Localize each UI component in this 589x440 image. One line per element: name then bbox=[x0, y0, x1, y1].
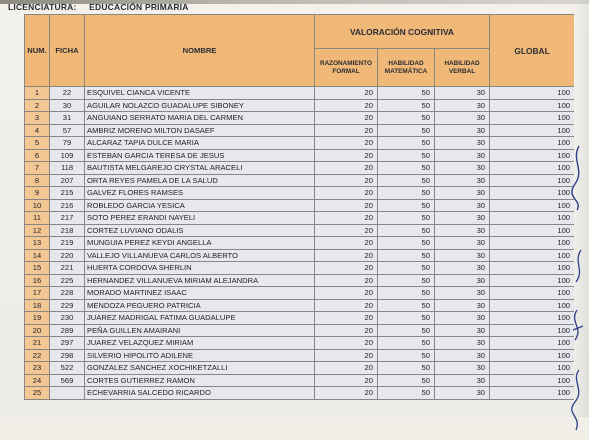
row-verbal: 30 bbox=[435, 362, 490, 375]
table-row bbox=[25, 137, 575, 150]
row-global: 100 bbox=[490, 212, 574, 225]
row-global: 100 bbox=[490, 87, 574, 100]
row-global: 100 bbox=[490, 362, 574, 375]
row-global: 100 bbox=[490, 262, 574, 275]
row-matematica: 50 bbox=[378, 362, 435, 375]
row-ficha: 229 bbox=[50, 299, 85, 312]
row-num: 20 bbox=[25, 324, 50, 337]
row-num: 19 bbox=[25, 312, 50, 325]
row-matematica: 50 bbox=[378, 249, 435, 262]
row-razonamiento: 20 bbox=[315, 87, 378, 100]
row-global: 100 bbox=[490, 287, 574, 300]
table-row bbox=[25, 87, 575, 100]
row-nombre: GALVEZ FLORES RAMSES bbox=[85, 187, 315, 200]
row-num: 4 bbox=[25, 124, 50, 137]
row-razonamiento: 20 bbox=[315, 249, 378, 262]
row-global: 100 bbox=[490, 149, 574, 162]
table-row bbox=[25, 324, 575, 337]
row-ficha: 57 bbox=[50, 124, 85, 137]
page-right-edge-shadow bbox=[575, 0, 589, 417]
row-global: 100 bbox=[490, 237, 574, 250]
table-row bbox=[25, 187, 575, 200]
table-row bbox=[25, 299, 575, 312]
table-row bbox=[25, 212, 575, 225]
row-ficha: 218 bbox=[50, 224, 85, 237]
row-razonamiento: 20 bbox=[315, 174, 378, 187]
row-ficha: 118 bbox=[50, 162, 85, 175]
row-razonamiento: 20 bbox=[315, 262, 378, 275]
row-matematica: 50 bbox=[378, 162, 435, 175]
row-razonamiento: 20 bbox=[315, 212, 378, 225]
row-global: 100 bbox=[490, 337, 574, 350]
row-matematica: 50 bbox=[378, 387, 435, 400]
row-razonamiento: 20 bbox=[315, 124, 378, 137]
row-nombre: ALCARAZ TAPIA DULCE MARIA bbox=[85, 137, 315, 150]
col-header-matematica: HABILIDAD MATEMÁTICA bbox=[378, 49, 435, 87]
row-ficha: 522 bbox=[50, 362, 85, 375]
row-verbal: 30 bbox=[435, 349, 490, 362]
row-verbal: 30 bbox=[435, 299, 490, 312]
row-razonamiento: 20 bbox=[315, 137, 378, 150]
row-matematica: 50 bbox=[378, 337, 435, 350]
row-verbal: 30 bbox=[435, 137, 490, 150]
row-nombre: VALLEJO VILLANUEVA CARLOS ALBERTO bbox=[85, 249, 315, 262]
col-header-verbal: HABILIDAD VERBAL bbox=[435, 49, 490, 87]
row-global: 100 bbox=[490, 274, 574, 287]
row-matematica: 50 bbox=[378, 124, 435, 137]
row-verbal: 30 bbox=[435, 324, 490, 337]
row-global: 100 bbox=[490, 249, 574, 262]
col-header-razonamiento: RAZONAMIENTO FORMAL bbox=[315, 49, 378, 87]
row-num: 9 bbox=[25, 187, 50, 200]
row-num: 1 bbox=[25, 87, 50, 100]
row-global: 100 bbox=[490, 112, 574, 125]
row-nombre: JUAREZ MADRIGAL FATIMA GUADALUPE bbox=[85, 312, 315, 325]
row-verbal: 30 bbox=[435, 99, 490, 112]
row-num: 5 bbox=[25, 137, 50, 150]
row-matematica: 50 bbox=[378, 274, 435, 287]
row-global: 100 bbox=[490, 199, 574, 212]
row-nombre: SILVERIO HIPOLITO ADILENE bbox=[85, 349, 315, 362]
row-verbal: 30 bbox=[435, 187, 490, 200]
row-nombre: CORTES GUTIERREZ RAMON bbox=[85, 374, 315, 387]
row-global: 100 bbox=[490, 324, 574, 337]
table-row bbox=[25, 174, 575, 187]
row-global: 100 bbox=[490, 124, 574, 137]
row-nombre: ROBLEDO GARCIA YESICA bbox=[85, 199, 315, 212]
row-matematica: 50 bbox=[378, 312, 435, 325]
row-matematica: 50 bbox=[378, 87, 435, 100]
results-body bbox=[25, 87, 575, 400]
row-razonamiento: 20 bbox=[315, 287, 378, 300]
table-row bbox=[25, 362, 575, 375]
row-num: 12 bbox=[25, 224, 50, 237]
row-ficha bbox=[50, 387, 85, 400]
row-razonamiento: 20 bbox=[315, 237, 378, 250]
row-global: 100 bbox=[490, 187, 574, 200]
row-ficha: 297 bbox=[50, 337, 85, 350]
row-razonamiento: 20 bbox=[315, 337, 378, 350]
row-razonamiento: 20 bbox=[315, 187, 378, 200]
row-nombre: MUNGUIA PEREZ KEYDI ANGELLA bbox=[85, 237, 315, 250]
table-row bbox=[25, 199, 575, 212]
row-nombre: ECHEVARRIA SALCEDO RICARDO bbox=[85, 387, 315, 400]
row-ficha: 289 bbox=[50, 324, 85, 337]
row-ficha: 225 bbox=[50, 274, 85, 287]
table-row bbox=[25, 124, 575, 137]
row-num: 2 bbox=[25, 99, 50, 112]
row-matematica: 50 bbox=[378, 212, 435, 225]
table-row bbox=[25, 262, 575, 275]
row-razonamiento: 20 bbox=[315, 374, 378, 387]
row-verbal: 30 bbox=[435, 162, 490, 175]
table-row bbox=[25, 349, 575, 362]
row-ficha: 216 bbox=[50, 199, 85, 212]
row-matematica: 50 bbox=[378, 187, 435, 200]
row-nombre: MENDOZA PEGUERO PATRICIA bbox=[85, 299, 315, 312]
row-global: 100 bbox=[490, 137, 574, 150]
row-num: 23 bbox=[25, 362, 50, 375]
row-matematica: 50 bbox=[378, 374, 435, 387]
row-ficha: 31 bbox=[50, 112, 85, 125]
row-global: 100 bbox=[490, 299, 574, 312]
results-table bbox=[24, 14, 574, 400]
row-razonamiento: 20 bbox=[315, 199, 378, 212]
row-nombre: ORTA REYES PAMELA DE LA SALUD bbox=[85, 174, 315, 187]
row-nombre: ESTEBAN GARCIA TERESA DE JESUS bbox=[85, 149, 315, 162]
row-ficha: 221 bbox=[50, 262, 85, 275]
row-nombre: ESQUIVEL CIANCA VICENTE bbox=[85, 87, 315, 100]
row-verbal: 30 bbox=[435, 124, 490, 137]
col-header-ficha: FICHA bbox=[50, 15, 85, 87]
row-num: 11 bbox=[25, 212, 50, 225]
row-verbal: 30 bbox=[435, 212, 490, 225]
row-verbal: 30 bbox=[435, 112, 490, 125]
table-row bbox=[25, 374, 575, 387]
row-num: 6 bbox=[25, 149, 50, 162]
row-ficha: 220 bbox=[50, 249, 85, 262]
row-verbal: 30 bbox=[435, 374, 490, 387]
row-num: 25 bbox=[25, 387, 50, 400]
row-global: 100 bbox=[490, 162, 574, 175]
row-matematica: 50 bbox=[378, 237, 435, 250]
row-matematica: 50 bbox=[378, 99, 435, 112]
row-global: 100 bbox=[490, 387, 574, 400]
row-razonamiento: 20 bbox=[315, 112, 378, 125]
row-num: 14 bbox=[25, 249, 50, 262]
row-verbal: 30 bbox=[435, 249, 490, 262]
row-ficha: 569 bbox=[50, 374, 85, 387]
row-nombre: AGUILAR NOLAZCO GUADALUPE SIBONEY bbox=[85, 99, 315, 112]
row-nombre: AMBRIZ MORENO MILTON DASAEF bbox=[85, 124, 315, 137]
row-verbal: 30 bbox=[435, 312, 490, 325]
col-header-num: NUM. bbox=[25, 15, 50, 87]
table-row bbox=[25, 149, 575, 162]
row-matematica: 50 bbox=[378, 112, 435, 125]
row-razonamiento: 20 bbox=[315, 362, 378, 375]
table-row bbox=[25, 237, 575, 250]
licenciatura-value: EDUCACIÓN PRIMARIA bbox=[89, 2, 189, 12]
row-verbal: 30 bbox=[435, 199, 490, 212]
row-razonamiento: 20 bbox=[315, 312, 378, 325]
row-nombre: CORTEZ LUVIANO ODALIS bbox=[85, 224, 315, 237]
col-header-nombre: NOMBRE bbox=[85, 15, 315, 87]
row-ficha: 219 bbox=[50, 237, 85, 250]
row-num: 8 bbox=[25, 174, 50, 187]
row-matematica: 50 bbox=[378, 324, 435, 337]
row-razonamiento: 20 bbox=[315, 149, 378, 162]
row-ficha: 230 bbox=[50, 312, 85, 325]
row-nombre: BAUTISTA MELGAREJO CRYSTAL ARACELI bbox=[85, 162, 315, 175]
row-matematica: 50 bbox=[378, 349, 435, 362]
row-matematica: 50 bbox=[378, 287, 435, 300]
table-row bbox=[25, 312, 575, 325]
row-num: 24 bbox=[25, 374, 50, 387]
row-razonamiento: 20 bbox=[315, 224, 378, 237]
row-verbal: 30 bbox=[435, 387, 490, 400]
row-razonamiento: 20 bbox=[315, 299, 378, 312]
table-row bbox=[25, 99, 575, 112]
row-verbal: 30 bbox=[435, 287, 490, 300]
row-num: 10 bbox=[25, 199, 50, 212]
row-ficha: 79 bbox=[50, 137, 85, 150]
row-razonamiento: 20 bbox=[315, 162, 378, 175]
table-row bbox=[25, 249, 575, 262]
row-ficha: 207 bbox=[50, 174, 85, 187]
row-nombre: PEÑA GUILLEN AMAIRANI bbox=[85, 324, 315, 337]
row-razonamiento: 20 bbox=[315, 99, 378, 112]
row-matematica: 50 bbox=[378, 199, 435, 212]
row-matematica: 50 bbox=[378, 174, 435, 187]
row-verbal: 30 bbox=[435, 224, 490, 237]
table-row bbox=[25, 287, 575, 300]
row-ficha: 109 bbox=[50, 149, 85, 162]
row-num: 22 bbox=[25, 349, 50, 362]
row-nombre: ANGUIANO SERRATO MARIA DEL CARMEN bbox=[85, 112, 315, 125]
row-matematica: 50 bbox=[378, 262, 435, 275]
row-global: 100 bbox=[490, 224, 574, 237]
row-ficha: 298 bbox=[50, 349, 85, 362]
col-header-valoracion: VALORACIÓN COGNITIVA bbox=[315, 15, 490, 49]
table-row bbox=[25, 224, 575, 237]
row-num: 15 bbox=[25, 262, 50, 275]
row-matematica: 50 bbox=[378, 137, 435, 150]
row-global: 100 bbox=[490, 349, 574, 362]
row-razonamiento: 20 bbox=[315, 274, 378, 287]
table-row bbox=[25, 337, 575, 350]
row-matematica: 50 bbox=[378, 299, 435, 312]
row-ficha: 217 bbox=[50, 212, 85, 225]
row-verbal: 30 bbox=[435, 337, 490, 350]
row-nombre: HUERTA CORDOVA SHERLIN bbox=[85, 262, 315, 275]
row-verbal: 30 bbox=[435, 149, 490, 162]
row-verbal: 30 bbox=[435, 174, 490, 187]
row-razonamiento: 20 bbox=[315, 324, 378, 337]
row-num: 18 bbox=[25, 299, 50, 312]
row-nombre: SOTO PEREZ ERANDI NAYELI bbox=[85, 212, 315, 225]
col-header-global: GLOBAL bbox=[490, 15, 574, 87]
row-nombre: JUAREZ VELAZQUEZ MIRIAM bbox=[85, 337, 315, 350]
table-row bbox=[25, 274, 575, 287]
results-sheet bbox=[24, 14, 574, 417]
table-row bbox=[25, 162, 575, 175]
table-row bbox=[25, 387, 575, 400]
licenciatura-label: LICENCIATURA: bbox=[8, 2, 77, 12]
row-razonamiento: 20 bbox=[315, 387, 378, 400]
row-verbal: 30 bbox=[435, 87, 490, 100]
row-num: 3 bbox=[25, 112, 50, 125]
row-num: 17 bbox=[25, 287, 50, 300]
row-ficha: 30 bbox=[50, 99, 85, 112]
row-num: 16 bbox=[25, 274, 50, 287]
row-verbal: 30 bbox=[435, 237, 490, 250]
table-row bbox=[25, 112, 575, 125]
licenciatura-line bbox=[8, 2, 199, 12]
row-num: 7 bbox=[25, 162, 50, 175]
row-ficha: 22 bbox=[50, 87, 85, 100]
row-verbal: 30 bbox=[435, 262, 490, 275]
row-ficha: 228 bbox=[50, 287, 85, 300]
row-matematica: 50 bbox=[378, 149, 435, 162]
row-matematica: 50 bbox=[378, 224, 435, 237]
row-global: 100 bbox=[490, 99, 574, 112]
row-razonamiento: 20 bbox=[315, 349, 378, 362]
row-num: 13 bbox=[25, 237, 50, 250]
row-nombre: HERNANDEZ VILLANUEVA MIRIAM ALEJANDRA bbox=[85, 274, 315, 287]
row-global: 100 bbox=[490, 174, 574, 187]
row-nombre: MORADO MARTINEZ ISAAC bbox=[85, 287, 315, 300]
row-global: 100 bbox=[490, 312, 574, 325]
row-nombre: GONZALEZ SANCHEZ XOCHIKETZALLI bbox=[85, 362, 315, 375]
row-global: 100 bbox=[490, 374, 574, 387]
row-ficha: 215 bbox=[50, 187, 85, 200]
row-num: 21 bbox=[25, 337, 50, 350]
row-verbal: 30 bbox=[435, 274, 490, 287]
